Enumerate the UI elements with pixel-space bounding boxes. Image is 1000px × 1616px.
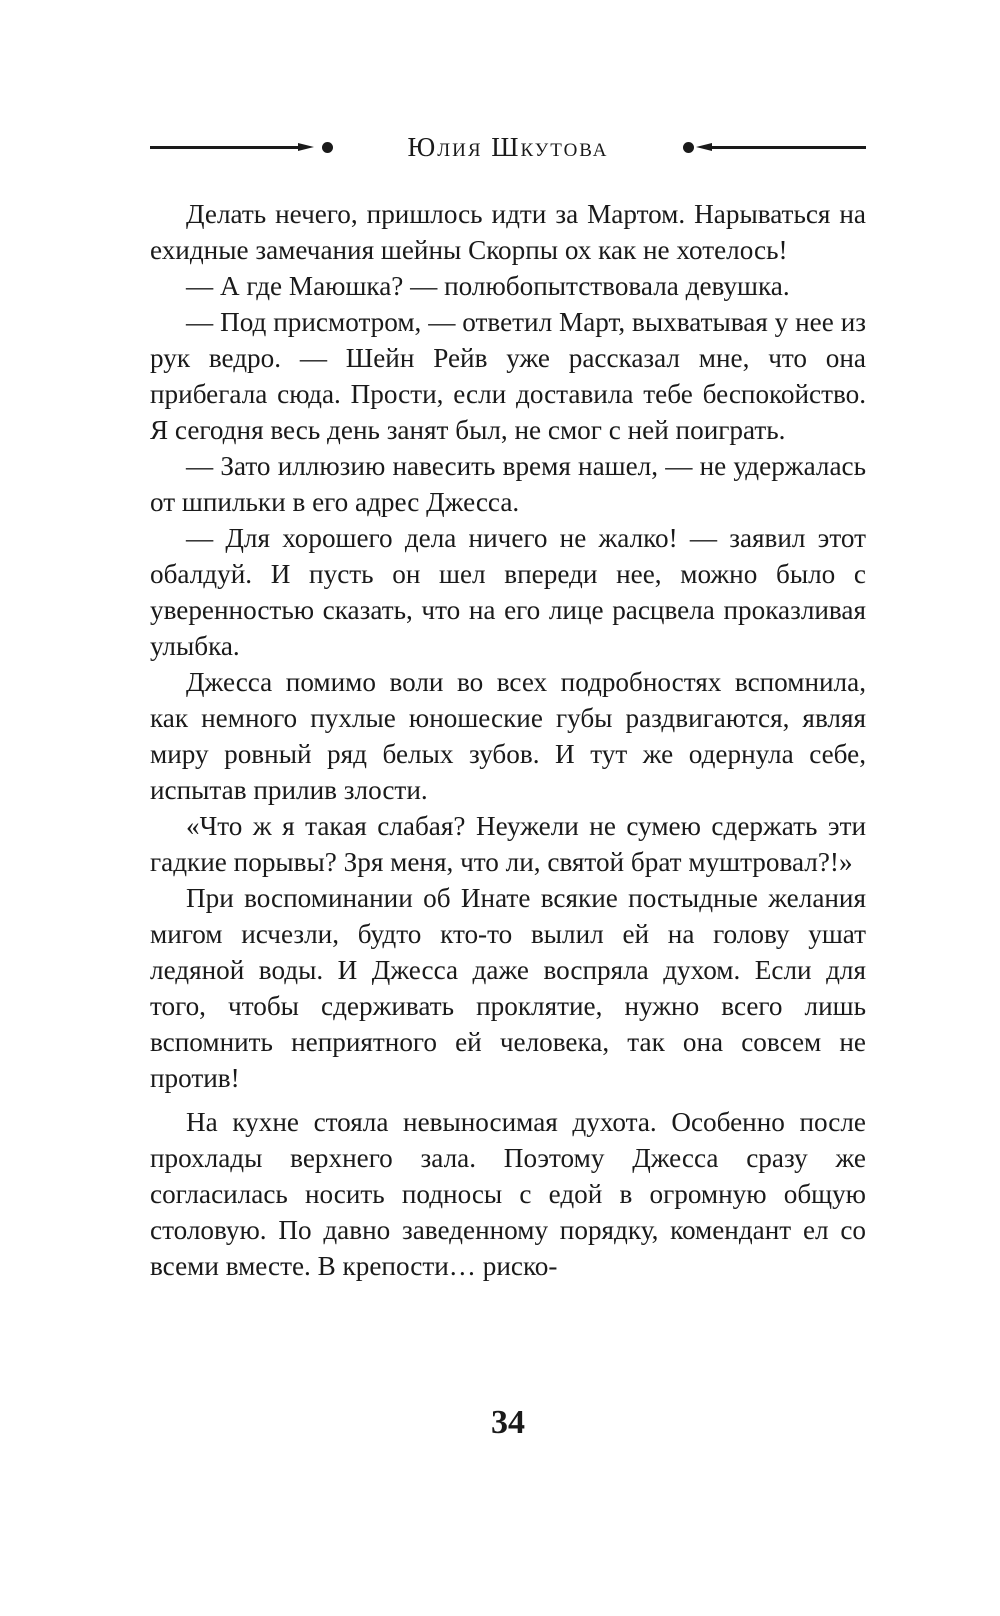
paragraph: На кухне стояла невыносимая духота. Особенно после прохлады верхнего зала. Поэтому Джесса сразу же согласилась носить подносы с едой в огромную общую столовую. По давно заведенному порядку, комендант ел со всеми вместе. В крепости… риско- [150, 1107, 866, 1281]
paragraph: Джесса помимо воли во всех подробностях вспомнила, как немного пухлые юношеские губы раздвигаются, являя миру ровный ряд белых зубов. И тут же одернула себе, испытав прилив злости. [150, 667, 866, 805]
header-rule-left-tip [298, 143, 314, 151]
running-header [150, 128, 866, 168]
author-name: Юлия Шкутова [407, 132, 609, 162]
header-rule-left [150, 146, 305, 149]
paragraph: — Для хорошего дела ничего не жалко! — заявил этот обалдуй. И пусть он шел впереди нее, можно было с уверенностью сказать, что на его лице расцвела проказливая улыбка. [150, 523, 866, 661]
header-dot-right [683, 142, 694, 153]
paragraph: Делать нечего, пришлось идти за Мартом. Нарываться на ехидные замечания шейны Скорпы ох как не хотелось! [150, 199, 866, 265]
paragraph: — А где Маюшка? — полюбопытствовала девушка. [186, 271, 790, 301]
paragraph: — Зато иллюзию навесить время нашел, — не удержалась от шпильки в его адрес Джесса. [150, 451, 866, 517]
header-rule-right [710, 146, 866, 149]
header-dot-left [322, 142, 333, 153]
page-number: 34 [491, 1404, 525, 1441]
paragraph: — Под присмотром, — ответил Март, выхватывая у нее из рук ведро. — Шейн Рейв уже рассказал мне, что она прибегала сюда. Прости, если доставила тебе беспокойство. Я сегодня весь день занят был, не смог с ней поиграть. [150, 307, 866, 445]
paragraph: «Что ж я такая слабая? Неужели не сумею сдержать эти гадкие порывы? Зря меня, что ли, святой брат муштровал?!» [150, 811, 866, 877]
paragraph: При воспоминании об Инате всякие постыдные желания мигом исчезли, будто кто-то вылил ей на голову ушат ледяной воды. И Джесса даже воспряла духом. Если для того, чтобы сдерживать проклятие, нужно всего лишь вспомнить неприятного ей человека, так она совсем не против! [150, 883, 866, 1093]
body-text [150, 196, 866, 1284]
